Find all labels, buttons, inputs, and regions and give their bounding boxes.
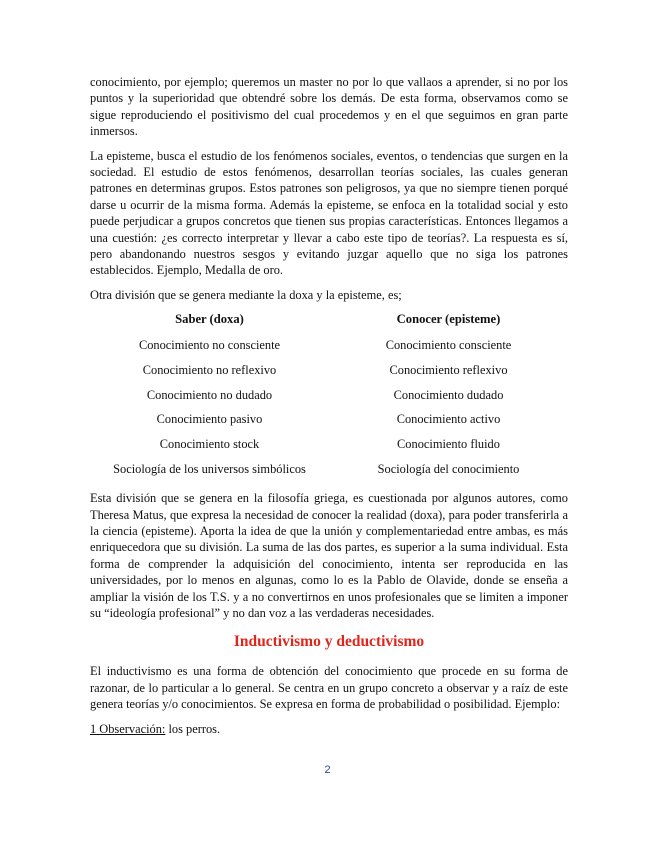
table-cell: Sociología de los universos simbólicos bbox=[113, 462, 306, 477]
observation-line bbox=[90, 721, 568, 737]
table-cell: Conocimiento activo bbox=[396, 412, 501, 427]
observation-text: los perros. bbox=[165, 721, 221, 736]
table-row bbox=[90, 436, 568, 461]
table-cell: Conocimiento stock bbox=[159, 437, 260, 452]
table-cell: Conocimiento consciente bbox=[385, 337, 512, 352]
table-row bbox=[90, 411, 568, 436]
page-number: 2 bbox=[324, 764, 331, 776]
doxa-episteme-table bbox=[90, 311, 568, 486]
table-header-row bbox=[90, 311, 568, 336]
column-header-episteme: Conocer (episteme) bbox=[396, 312, 501, 327]
table-cell: Conocimiento pasivo bbox=[156, 412, 263, 427]
page-content bbox=[90, 74, 568, 745]
section-heading: Inductivismo y deductivismo bbox=[233, 633, 425, 651]
table-cell: Conocimiento reflexivo bbox=[389, 362, 508, 377]
table-row bbox=[90, 337, 568, 362]
column-header-doxa: Saber (doxa) bbox=[175, 312, 244, 327]
table-cell: Conocimiento no dudado bbox=[146, 387, 273, 402]
table-cell: Sociología del conocimiento bbox=[377, 462, 520, 477]
paragraph-positivism: conocimiento, por ejemplo; queremos un master no por lo que vallaos a aprender, si no por los puntos y la superioridad que obtendré sobre los demás. De esta forma, observamos como se sigue reproduciendo el positivismo del cual procedemos y en el que seguimos en gran parte inmersos. bbox=[90, 75, 568, 139]
table-cell: Conocimiento dudado bbox=[393, 387, 504, 402]
table-cell: Conocimiento no reflexivo bbox=[142, 362, 277, 377]
observation-label: 1 Observación: bbox=[90, 721, 166, 736]
table-cell: Conocimiento fluido bbox=[397, 437, 500, 452]
table-row bbox=[90, 461, 568, 486]
table-row bbox=[90, 387, 568, 412]
paragraph-inductivism: El inductivismo es una forma de obtención del conocimiento que procede en su forma de razonar, de lo particular a lo general. Se centra en un grupo concreto a observar y a raíz de este genera teorías y/o conocimientos. Se expresa en forma de probabilidad o posibilidad. Ejemplo: bbox=[90, 664, 568, 712]
paragraph-division-intro: Otra división que se genera mediante la doxa y la episteme, es; bbox=[90, 287, 402, 302]
paragraph-episteme: La episteme, busca el estudio de los fenómenos sociales, eventos, o tendencias que surgen en la sociedad. El estudio de estos fenómenos, desarrollan teorías sociales, las cuales generan patrones en determinas grupos. Estos patrones son peligrosos, ya que no siempre tienen porqué darse u ocurrir de la misma forma. Además la episteme, se enfoca en la totalidad social y esto puede perjudicar a grupos concretos que tienen sus propias características. Entonces llegamos a una cuestión: ¿es correcto interpretar y llevar a cabo este tipo de teorías?. La respuesta es sí, pero abandonando nuestros sesgos y evitando juzgar aquello que no siga los patrones establecidos. Ejemplo, Medalla de oro. bbox=[90, 148, 568, 278]
table-cell: Conocimiento no consciente bbox=[138, 337, 281, 352]
table-row bbox=[90, 362, 568, 387]
paragraph-matus: Esta división que se genera en la filosofía griega, es cuestionada por algunos autores, como Theresa Matus, que expresa la necesidad de conocer la realidad (doxa), para poder transferirla a la ciencia (episteme). Aporta la idea de que la unión y complementariedad entre ambas, es más enriquecedora que su división. La suma de las dos partes, es superior a la suma individual. Esta forma de comprender la adquisición del conocimiento, intenta ser reproducida en las universidades, por lo menos en algunas, como lo es la Pablo de Olavide, donde se enseña a ampliar la visión de los T.S. y a no convertirnos en unos profesionales que se limiten a imponer su “ideología profesional” y no dan voz a las verdaderas necesidades. bbox=[90, 491, 568, 620]
